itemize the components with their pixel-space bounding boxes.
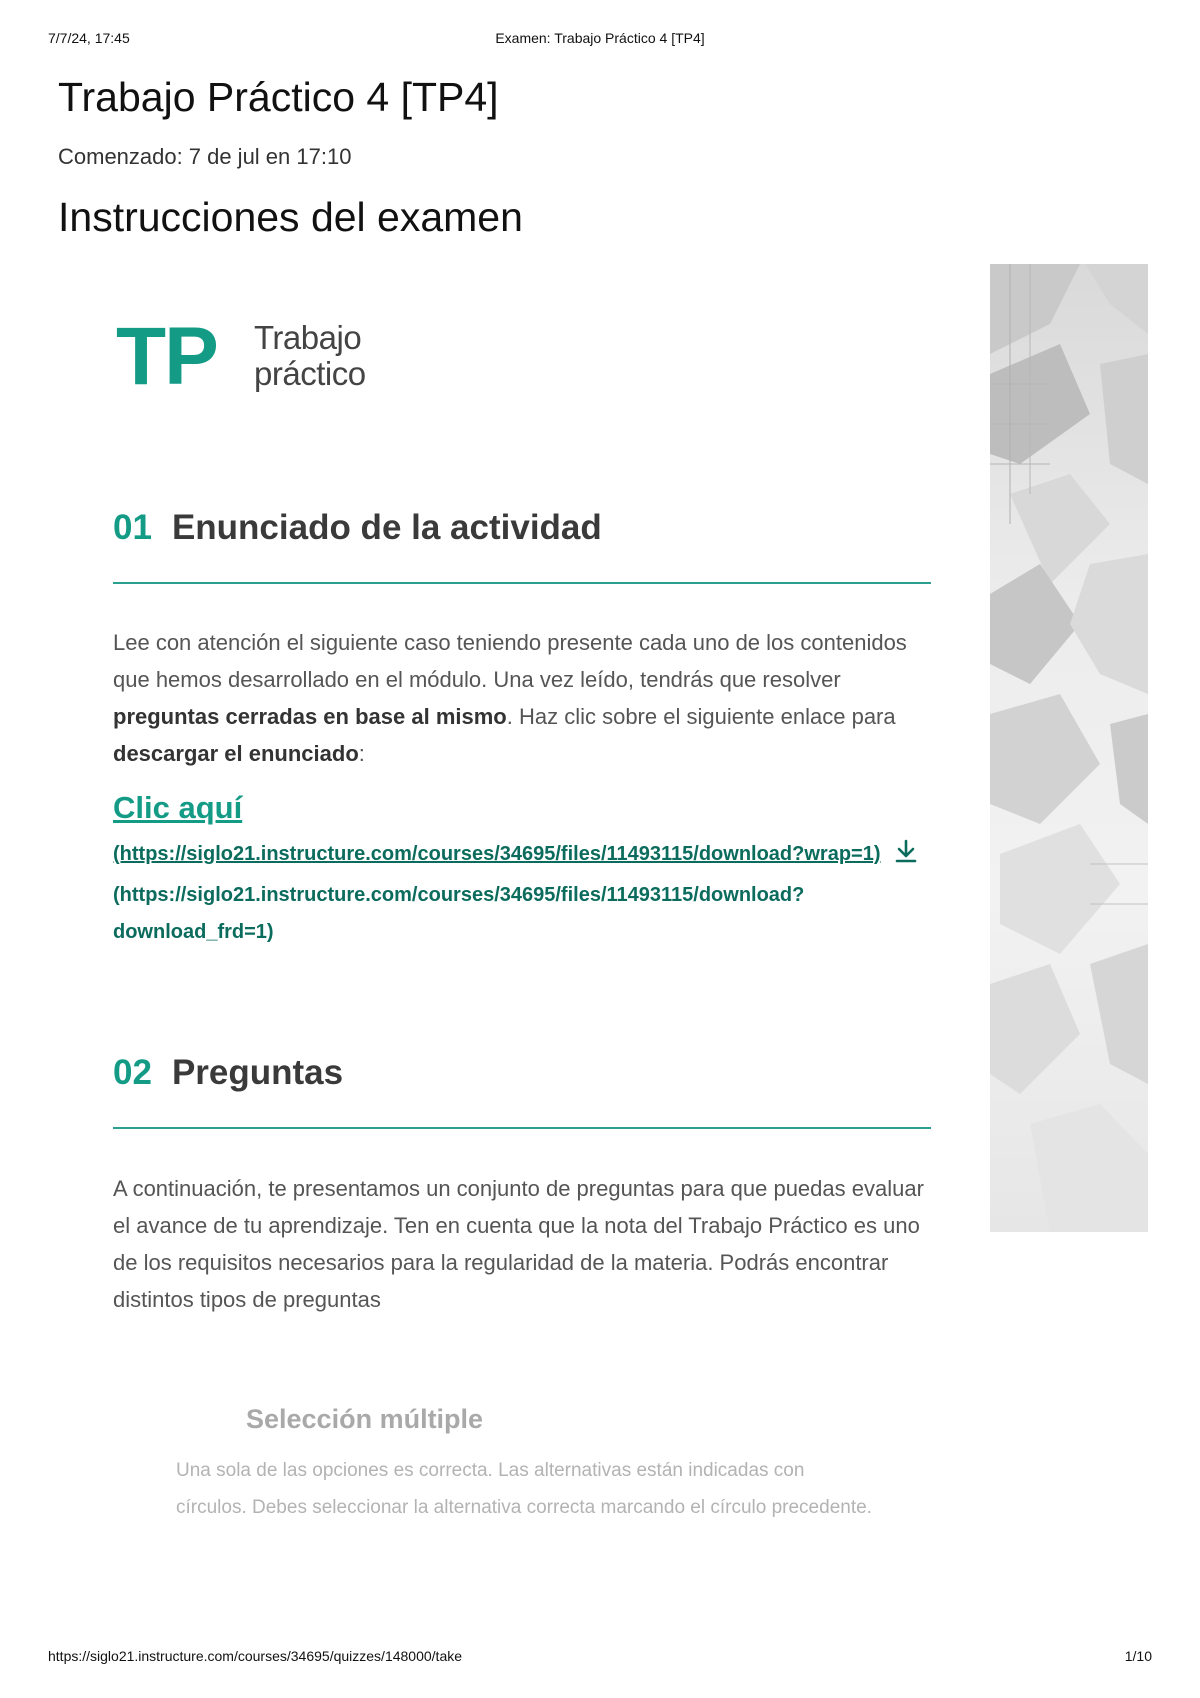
section-divider <box>113 582 931 584</box>
download-link-clic-aqui[interactable]: Clic aquí <box>113 790 243 825</box>
download-link-url-wrap[interactable]: (https://siglo21.instructure.com/courses/34695/files/11493115/download?wrap=1) <box>113 843 881 865</box>
section-heading-enunciado <box>113 508 602 548</box>
section-heading-preguntas <box>113 1053 343 1093</box>
started-label: Comenzado: <box>58 144 183 169</box>
subsection-text: Una sola de las opciones es correcta. Las alternativas están indicadas con círculos. Debes seleccionar la alternativa correcta marcando el círculo precedente. <box>176 1460 872 1518</box>
bold-text: descargar el enunciado <box>113 741 359 766</box>
page-title: Trabajo Práctico 4 [TP4] <box>58 74 499 120</box>
section-divider <box>113 1127 931 1129</box>
bold-text: preguntas cerradas en base al mismo <box>113 704 507 729</box>
print-page-number: 1/10 <box>1124 1648 1152 1664</box>
instructions-title: Instrucciones del examen <box>58 194 523 240</box>
section-title: Preguntas <box>171 1053 344 1092</box>
download-icon[interactable] <box>893 838 919 877</box>
tp-logo-word1: Trabajo <box>254 319 362 356</box>
tp-logo-words <box>254 320 366 392</box>
text-segment: Lee con atención el siguiente caso teniendo presente cada uno de los contenidos que hemos desarrollado en el módulo. Una vez leído, tendrás que resolver <box>113 630 907 692</box>
started-info <box>58 144 351 170</box>
section1-paragraph <box>113 624 933 772</box>
section2-paragraph: A continuación, te presentamos un conjunto de preguntas para que puedas evaluar el avance de tu aprendizaje. Ten en cuenta que la nota del Trabajo Práctico es uno de los requisitos necesarios para la regularidad de la materia. Podrás encontrar distintos tipos de preguntas <box>113 1176 924 1312</box>
download-link-urls <box>113 836 933 951</box>
decorative-architecture-image <box>990 264 1148 1232</box>
abstract-structure-graphic <box>990 264 1148 1232</box>
print-url: https://siglo21.instructure.com/courses/34695/quizzes/148000/take <box>48 1648 463 1664</box>
tp-logo <box>116 311 396 402</box>
section-number: 01 <box>113 508 152 547</box>
section-title: Enunciado de la actividad <box>171 508 602 547</box>
print-document-title: Examen: Trabajo Práctico 4 [TP4] <box>495 30 705 46</box>
subsection-title-seleccion-multiple: Selección múltiple <box>246 1404 484 1434</box>
print-datetime: 7/7/24, 17:45 <box>48 30 130 46</box>
tp-logo-word2: práctico <box>254 355 366 392</box>
download-link-url-frd[interactable]: (https://siglo21.instructure.com/courses/34695/files/11493115/download?download_frd=1) <box>113 884 805 943</box>
print-header <box>48 30 1152 50</box>
text-segment: . Haz clic sobre el siguiente enlace para <box>506 704 896 729</box>
started-value: 7 de jul en 17:10 <box>188 144 352 169</box>
text-segment: : <box>358 741 365 766</box>
section-number: 02 <box>113 1053 152 1092</box>
tp-logo-letters: TP <box>116 311 217 402</box>
print-footer <box>48 1648 1152 1668</box>
